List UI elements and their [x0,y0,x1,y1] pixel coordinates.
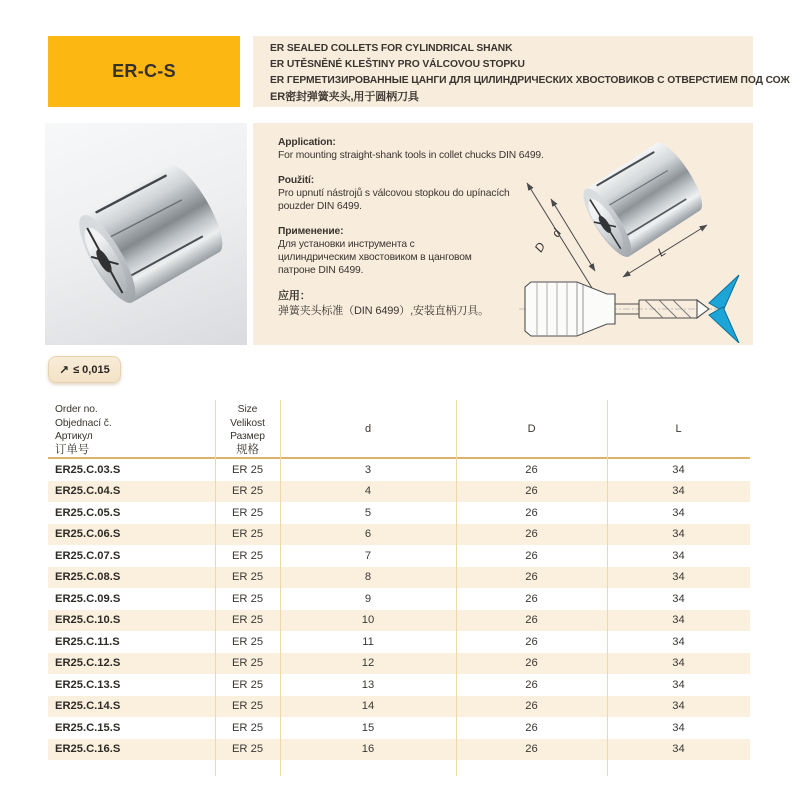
application-section-cs [278,174,544,213]
runout-arrow-icon: ↗ [59,362,70,377]
title-russian: ER ГЕРМЕТИЗИРОВАННЫЕ ЦАНГИ ДЛЯ ЦИЛИНДРИЧЕСКИХ ХВОСТОВИКОВ С ОТВЕРСТИЕМ ПОД СОЖ [270,75,790,86]
col-header-size [215,403,280,457]
application-label: Použití: [278,175,314,186]
header-line: Размер [230,431,265,443]
collet-side-view [519,282,717,336]
application-text [278,136,544,331]
cell-outer-D: 26 [525,463,538,476]
cell-length-L: 34 [672,485,685,498]
col-header-outer-D: D [527,423,536,436]
table-row [48,524,750,546]
collet-3d-drawing [576,137,710,263]
cell-size: ER 25 [231,506,264,519]
cell-bore-d: 11 [362,635,374,648]
header-line: Order no. [55,404,98,415]
cell-size: ER 25 [231,485,264,498]
cell-bore-d: 8 [364,571,372,584]
info-panel [253,123,753,345]
cell-order-no: ER25.C.07.S [55,549,121,562]
cell-outer-D: 26 [525,700,538,713]
application-line: 弹簧夹头标准（DIN 6499）,安装直柄刀具。 [278,305,489,317]
cell-outer-D: 26 [525,721,538,734]
product-photo-panel [45,123,247,345]
cell-size: ER 25 [231,549,264,562]
cell-order-no: ER25.C.11.S [55,635,120,648]
header-line: Артикул [55,431,93,443]
cell-length-L: 34 [672,463,685,476]
cell-bore-d: 13 [361,678,375,691]
cell-bore-d: 9 [364,592,372,605]
cell-bore-d: 6 [364,528,372,541]
cell-size: ER 25 [231,657,264,670]
application-line: цилиндрическим хвостовиком в цанговом [278,252,472,263]
cell-size: ER 25 [231,700,264,713]
table-row [48,481,750,503]
cell-bore-d: 12 [361,657,375,670]
cell-order-no: ER25.C.10.S [55,614,121,627]
col-header-bore-d: d [364,423,372,436]
cell-outer-D: 26 [525,571,538,584]
title-english: ER SEALED COLLETS FOR CYLINDRICAL SHANK [270,43,513,54]
application-line: Pro upnutí nástrojů s válcovou stopkou do upínacích [278,188,510,199]
table-row [48,567,750,589]
cell-size: ER 25 [231,528,264,541]
table-row [48,459,750,481]
application-label: Применение: [278,226,344,237]
table-row [48,631,750,653]
runout-badge [48,356,121,383]
header-line: Objednací č. [55,417,112,429]
cell-outer-D: 26 [525,528,538,541]
cell-bore-d: 15 [361,721,375,734]
cell-order-no: ER25.C.12.S [55,657,121,670]
collet-body-3d [69,158,232,310]
cell-outer-D: 26 [525,678,538,691]
header-line: Velikost [230,417,265,429]
dimension-label-d: d [548,226,565,240]
cell-order-no: ER25.C.16.S [55,743,121,756]
cell-bore-d: 14 [361,700,375,713]
table-row [48,696,750,718]
cell-length-L: 34 [672,506,685,519]
cell-size: ER 25 [231,721,264,734]
cell-outer-D: 26 [525,614,538,627]
application-line: патроне DIN 6499. [278,265,364,276]
spec-table [48,400,750,760]
product-title-box [253,36,790,107]
coolant-arrow-lower [709,307,739,343]
technical-drawing [511,125,747,343]
cell-length-L: 34 [672,528,685,541]
cell-order-no: ER25.C.13.S [55,678,121,691]
header-line: 规格 [236,443,259,456]
cell-length-L: 34 [672,743,685,756]
application-section-zh [278,289,544,319]
cell-size: ER 25 [231,743,264,756]
cell-size: ER 25 [231,571,264,584]
application-label: Application: [278,137,336,148]
cell-order-no: ER25.C.14.S [55,700,121,713]
cell-length-L: 34 [672,614,685,627]
title-chinese: ER密封弹簧夹头,用于圆柄刀具 [270,91,419,103]
application-line: Для установки инструмента с [278,239,415,250]
dimension-label-L: L [655,244,669,260]
header-line: Size [237,404,258,415]
table-row [48,588,750,610]
product-code-box [48,36,240,107]
cell-bore-d: 16 [361,743,375,756]
cell-order-no: ER25.C.15.S [55,721,121,734]
cell-bore-d: 4 [364,485,372,498]
cell-size: ER 25 [231,635,264,648]
cell-order-no: ER25.C.03.S [55,463,121,476]
cell-bore-d: 3 [364,463,372,476]
cell-outer-D: 26 [525,592,538,605]
title-czech: ER UTĚSNĚNÉ KLEŠTINY PRO VÁLCOVOU STOPKU [270,59,525,70]
application-line: For mounting straight-shank tools in collet chucks DIN 6499. [278,150,544,161]
table-row [48,717,750,739]
dimension-label-D: D [531,239,549,255]
application-label: 应用： [278,290,311,302]
table-row [48,545,750,567]
coolant-arrow-upper [709,275,739,311]
cell-outer-D: 26 [525,549,538,562]
cell-size: ER 25 [231,614,264,627]
table-header [48,400,750,459]
cell-order-no: ER25.C.08.S [55,571,121,584]
application-section-ru [278,225,544,277]
runout-value: ≤ 0,015 [73,363,110,376]
table-row [48,653,750,675]
table-body [48,459,750,760]
cell-order-no: ER25.C.09.S [55,592,121,605]
cell-length-L: 34 [672,700,685,713]
collet-photo [45,123,247,345]
cell-length-L: 34 [672,721,685,734]
cell-bore-d: 5 [364,506,372,519]
cell-bore-d: 10 [361,614,375,627]
cell-length-L: 34 [672,635,685,648]
cell-outer-D: 26 [525,635,538,648]
cell-order-no: ER25.C.04.S [55,485,121,498]
cell-outer-D: 26 [525,657,538,670]
application-section-en [278,136,544,162]
cell-length-L: 34 [672,571,685,584]
cell-size: ER 25 [231,678,264,691]
cell-size: ER 25 [231,463,264,476]
table-row [48,674,750,696]
cell-outer-D: 26 [525,743,538,756]
cell-size: ER 25 [231,592,264,605]
table-row [48,739,750,761]
application-line: pouzder DIN 6499. [278,201,362,212]
cell-bore-d: 7 [364,549,372,562]
header-line: 订单号 [55,443,90,456]
col-header-length-L: L [675,423,682,436]
cell-outer-D: 26 [525,485,538,498]
cell-length-L: 34 [672,549,685,562]
table-row [48,502,750,524]
product-code: ER-C-S [112,61,176,81]
cell-outer-D: 26 [525,506,538,519]
table-row [48,610,750,632]
cell-order-no: ER25.C.05.S [55,506,121,519]
cell-order-no: ER25.C.06.S [55,528,121,541]
col-header-order-no [48,403,215,457]
cell-length-L: 34 [672,678,685,691]
cell-length-L: 34 [672,592,685,605]
cell-length-L: 34 [672,657,685,670]
